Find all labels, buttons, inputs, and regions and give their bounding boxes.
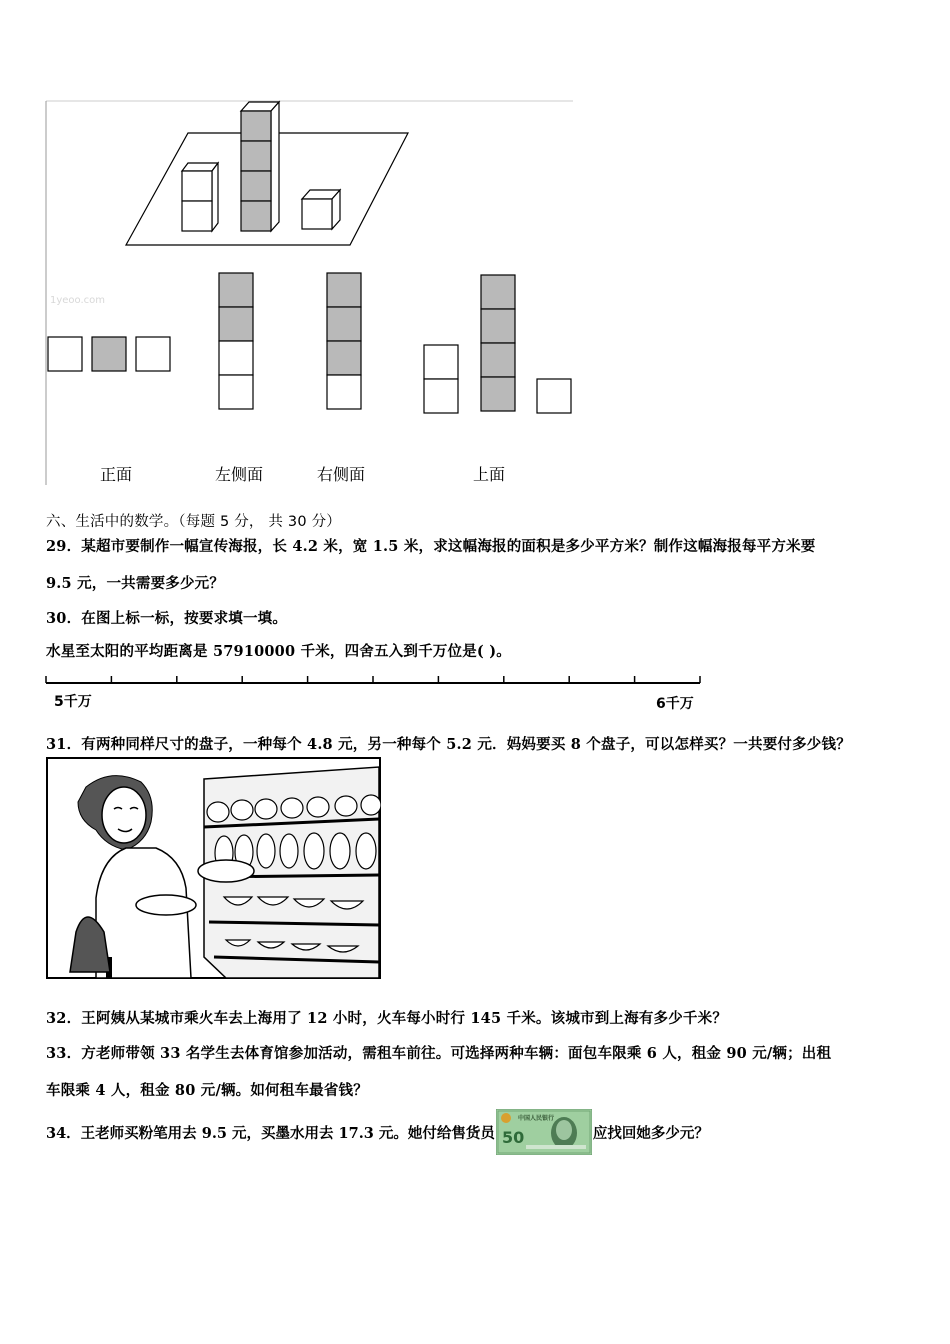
left-side-view — [219, 273, 253, 409]
watermark: 1yeoo.com — [50, 295, 106, 306]
views-figure — [40, 95, 580, 490]
q33-line2: 车限乘 4 人，租金 80 元/辆。如何租车最省钱？ — [46, 1082, 368, 1099]
shopping-plates-svg — [46, 757, 381, 979]
right-side-view — [327, 273, 361, 409]
q29-line2: 9.5 元，一共需要多少元？ — [46, 575, 225, 592]
banknote-50 — [496, 1109, 592, 1155]
cube-single-right — [302, 190, 340, 229]
views-figure-svg — [40, 95, 580, 490]
q31-line1: 31．有两种同样尺寸的盘子，一种每个 4.8 元，另一种每个 5.2 元．妈妈要买 8 个盘子，可以怎样买？一共要付多少钱？ — [46, 736, 851, 753]
shopping-plates-illustration — [46, 757, 381, 979]
number-line — [44, 668, 704, 714]
banknote-svg — [496, 1109, 592, 1155]
top-view — [424, 275, 571, 413]
number-line-start-label: 5千万 — [54, 694, 92, 710]
number-line-end-label: 6千万 — [656, 696, 694, 712]
cube-stack-left — [182, 163, 218, 231]
q33-line1: 33．方老师带领 33 名学生去体育馆参加活动，需租车前往。可选择两种车辆：面包车限乘 6 人，租金 90 元/辆；出租 — [46, 1045, 832, 1062]
q34-text-after: 应找回她多少元？ — [592, 1124, 709, 1142]
section-six-heading: 六、生活中的数学。（每题 5 分， 共 30 分） — [46, 514, 341, 530]
q34-line — [46, 1108, 709, 1156]
number-line-ticks — [46, 676, 700, 683]
label-front-view: 正面 — [100, 465, 133, 484]
q32-line1: 32．王阿姨从某城市乘火车去上海用了 12 小时，火车每小时行 145 千米。该城市到上海有多少千米？ — [46, 1010, 728, 1027]
banknote-value: 50 — [501, 1128, 525, 1147]
q30-line1: 30．在图上标一标，按要求填一填。 — [46, 610, 288, 627]
label-left-side-view: 左侧面 — [215, 465, 264, 484]
q29-line1: 29．某超市要制作一幅宣传海报，长 4.2 米，宽 1.5 米，求这幅海报的面积是多少平方米？制作这幅海报每平方米要 — [46, 538, 816, 555]
banknote-caption: 中国人民银行 — [517, 1115, 554, 1122]
front-view — [48, 337, 170, 371]
q34-text-before: 34．王老师买粉笔用去 9.5 元，买墨水用去 17.3 元。她付给售货员 — [46, 1124, 495, 1142]
number-line-svg — [44, 668, 704, 714]
label-right-side-view: 右侧面 — [317, 465, 366, 484]
label-top-view: 上面 — [473, 465, 506, 484]
q30-line2: 水星至太阳的平均距离是 57910000 千米，四舍五入到千万位是( )。 — [46, 643, 511, 660]
cube-stack-middle — [241, 102, 279, 231]
